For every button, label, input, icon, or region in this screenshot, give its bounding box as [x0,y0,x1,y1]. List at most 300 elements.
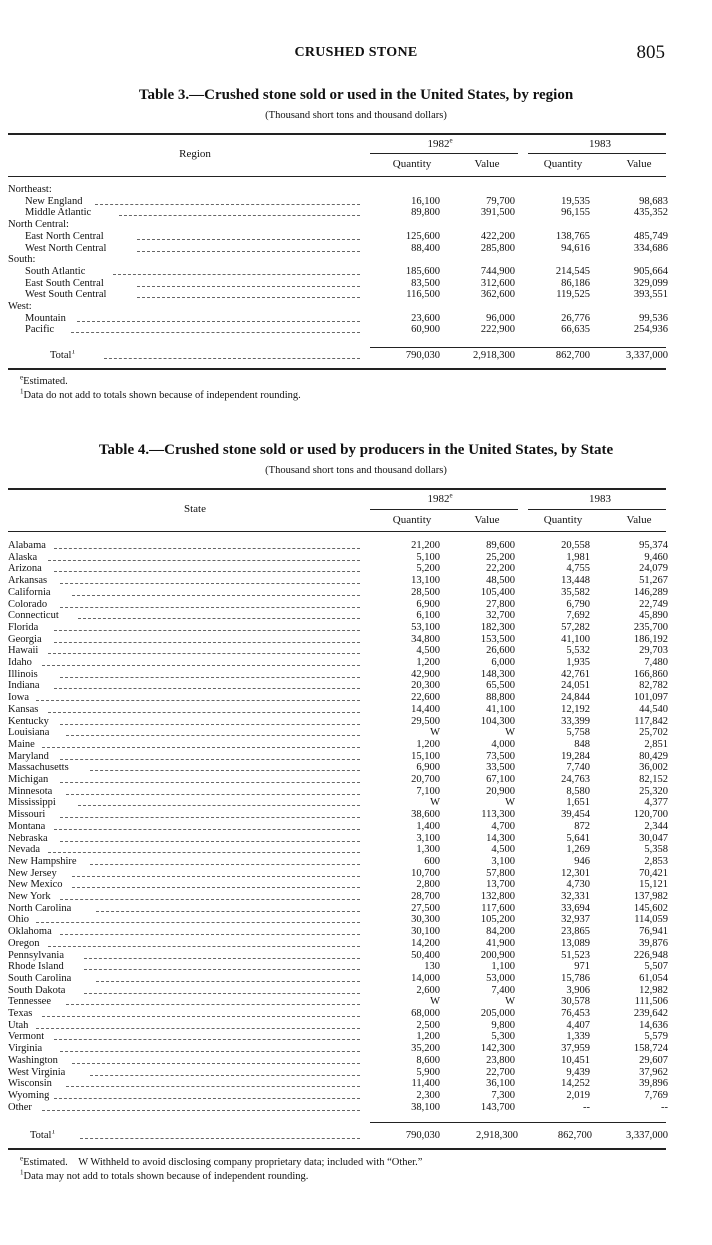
leader-dots [54,642,360,643]
leader-dots [60,607,360,608]
table3-total-rule [370,347,666,348]
table3-row [0,324,712,336]
table4-cell-value-1983: 29,607 [639,1054,668,1066]
table4-cell-value-1983: 145,602 [633,902,668,914]
table3-total-row [0,350,712,362]
table4-cell-qty-1983: 57,282 [561,621,590,633]
table4-cell-value-1982: 65,500 [486,680,515,692]
table4-cell-value-1983: 111,506 [634,996,668,1008]
table4-cell-value-1982: 41,100 [486,703,515,715]
table4-row-label: Indiana [8,680,40,692]
table3-row-label: West North Central [25,242,107,254]
table4-row [0,657,712,669]
leader-dots [66,794,360,795]
page-number: 805 [636,42,665,63]
table4-cell-value-1982: 57,800 [486,867,515,879]
table4-year2-rule [528,509,666,510]
table3-cell-value-1983: 254,936 [633,324,668,336]
table4-cell-value-1983: 45,890 [639,610,668,622]
table4-footnote-estimated: $^e$Estimated. W Withheld to avoid disclosing company proprietary data; included with “Other.” [20,1154,423,1168]
table4-year2-header: 1983 [589,493,611,505]
table3-cell-value-1983: 334,686 [633,242,668,254]
table4-cell-qty-1982: 38,100 [411,1101,440,1113]
table4-total-value-1983: 3,337,000 [626,1130,668,1141]
table4-row [0,973,712,985]
table3-cell-qty-1983: 138,765 [555,230,590,242]
leader-dots [60,724,360,725]
table4-row-label: Missouri [8,809,46,821]
table4-row [0,891,712,903]
table4-row [0,938,712,950]
table4-cell-value-1982: W [505,727,515,739]
leader-dots [72,1063,360,1064]
table3-row-label: Middle Atlantic [25,207,92,219]
table3-row [0,231,712,243]
table4-cell-value-1983: 166,860 [633,668,668,680]
table4-row [0,716,712,728]
table4-cell-value-1982: 9,800 [491,1019,515,1031]
table4-cell-qty-1983: 24,763 [561,774,590,785]
table4-row [0,903,712,915]
table4-cell-value-1982: 142,300 [480,1043,515,1055]
table4-row-label: Vermont [8,1031,45,1043]
table4-row [0,739,712,751]
table4-cell-value-1983: 36,002 [639,762,668,774]
table4-cell-value-1983: 29,703 [639,645,668,657]
table4-row-label: South Dakota [8,984,66,996]
table4-row [0,774,712,786]
table4-cell-value-1983: 101,097 [633,692,668,704]
table4-title: Table 4.—Crushed stone sold or used by producers in the United States, by State [98,442,614,458]
leader-dots [60,899,360,900]
table4-row-label: Maryland [8,750,49,762]
table4-row-label: Connecticut [8,610,59,622]
table4-cell-qty-1983: 1,935 [566,657,590,668]
table3-value-header-1982: Value [474,158,500,170]
table4-cell-qty-1983: 42,761 [561,668,590,680]
table4-row-label: Alabama [8,540,46,551]
table4-cell-value-1983: 9,460 [644,551,668,563]
leader-dots [66,1086,360,1087]
leader-dots [96,911,360,912]
table4-cell-qty-1983: 6,790 [566,598,590,610]
table4-row-label: South Carolina [8,972,72,984]
table3-cell-qty-1983: 96,155 [561,207,590,219]
table4-row-label: New York [8,891,51,902]
table4-cell-qty-1983: 35,582 [561,586,590,598]
table4-row-label: Kentucky [8,715,49,727]
table4-total-label: Total$^1$ [30,1130,55,1141]
table4-cell-qty-1982: 38,600 [411,809,440,821]
table4-cell-qty-1982: 5,200 [416,563,440,575]
table3-cell-qty-1982: 60,900 [411,324,440,336]
table4-row-label: Michigan [8,774,49,785]
table4-cell-qty-1982: 20,300 [411,680,440,692]
table4-row [0,645,712,657]
table4-cell-qty-1982: 21,200 [411,540,440,551]
table3-qty-header-1983: Quantity [543,158,583,170]
table3-total-value-1983: 3,337,000 [626,350,668,361]
table4-cell-value-1982: 89,600 [486,540,515,551]
table4-cell-qty-1982: 6,100 [416,610,440,622]
table4-row [0,540,712,552]
table4-row [0,914,712,926]
table4-row-label: Arkansas [8,575,48,587]
leader-dots [72,876,360,877]
table3-cell-qty-1982: 23,600 [411,312,440,324]
running-title: CRUSHED STONE [294,45,418,60]
table4-cell-qty-1983: 5,532 [566,645,590,657]
table3-top-rule [8,133,666,135]
table4-row-label: Oklahoma [8,926,52,938]
table4-cell-value-1982: 3,100 [491,855,515,867]
table4-cell-value-1982: 1,100 [491,961,515,973]
leader-dots [60,934,360,935]
table4-cell-qty-1982: 53,100 [411,621,440,633]
table4-cell-qty-1983: 41,100 [561,633,590,645]
table4-footnote-withheld: W Withheld to avoid disclosing company proprietary data; included with “Other.” [78,1157,423,1168]
table4-cell-qty-1982: 1,300 [416,844,440,856]
table4-top-rule [8,488,666,490]
table4-cell-value-1983: 158,724 [633,1043,668,1055]
table3-row [0,184,712,196]
table4-cell-qty-1983: 4,730 [566,879,590,891]
table4-cell-qty-1982: 30,300 [411,914,440,926]
table4-row [0,926,712,938]
table4-cell-value-1982: 73,500 [486,750,515,762]
table4-cell-value-1983: 14,636 [639,1019,668,1031]
table4-cell-qty-1983: 37,959 [561,1043,590,1055]
leader-dots [95,204,360,205]
leader-dots [78,618,360,619]
table3-cell-value-1983: 98,683 [639,195,668,207]
leader-dots [84,958,360,959]
table4-cell-value-1982: 36,100 [486,1078,515,1090]
table4-cell-value-1983: 239,642 [633,1008,668,1019]
table4-cell-value-1983: 117,842 [634,715,668,727]
table4-cell-value-1982: 33,500 [486,762,515,774]
table4-cell-value-1983: 24,079 [639,563,668,575]
table4-cell-qty-1982: 3,100 [416,832,440,844]
table3-subtitle: (Thousand short tons and thousand dollars) [265,110,447,121]
table4-cell-qty-1982: 1,200 [416,657,440,668]
leader-dots [36,700,360,701]
table4-total-row [0,1130,712,1142]
table4-cell-value-1982: 88,800 [486,692,515,704]
table3-total-label: Total$^1$ [50,350,75,361]
table4-cell-qty-1982: 68,000 [411,1008,440,1019]
table4-cell-value-1983: 7,769 [644,1089,668,1101]
table4-row [0,680,712,692]
table4-cell-qty-1982: W [430,727,440,739]
table4-cell-value-1983: 226,948 [633,949,668,961]
table4-row-label: Louisiana [8,727,50,739]
leader-dots [54,1039,360,1040]
table4-cell-value-1983: 61,054 [639,972,668,984]
table4-total-value-1982: 2,918,300 [476,1130,518,1141]
table3-cell-qty-1982: 116,500 [406,289,440,301]
table4-row-label: Pennsylvania [8,949,64,961]
table4-cell-qty-1983: 24,844 [561,692,590,704]
table4-row-label: Nevada [8,844,41,856]
table4-cell-qty-1983: 32,937 [561,914,590,926]
table3-footnote-estimated: $^e$Estimated. [20,373,68,387]
table3-total-qty-1982: 790,030 [405,350,440,361]
table4-cell-value-1983: 146,289 [633,586,668,598]
table3-title: Table 3.—Crushed stone sold or used in the United States, by region [138,87,574,103]
table4-year1-rule [370,509,518,510]
leader-dots [48,653,360,654]
table4-cell-value-1983: 39,876 [639,937,668,949]
table4-cell-value-1982: W [505,996,515,1008]
table4-cell-value-1982: 105,200 [480,914,515,926]
table4-cell-qty-1982: 10,700 [411,867,440,879]
table3-cell-value-1982: 312,600 [480,277,515,289]
table3-row [0,313,712,325]
leader-dots [48,712,360,713]
leader-dots [42,1016,360,1017]
table3-row-label: South: [8,254,36,266]
table4-cell-qty-1983: 12,192 [561,703,590,715]
table4-cell-qty-1983: 4,755 [566,563,590,575]
leader-dots [54,829,360,830]
table4-cell-value-1982: 32,700 [486,610,515,622]
table4-cell-value-1982: 4,700 [491,820,515,832]
table4-row [0,961,712,973]
table4-row [0,1055,712,1067]
table4-cell-qty-1983: 2,019 [566,1089,590,1101]
table4-cell-qty-1983: 10,451 [561,1054,590,1066]
table3-cell-qty-1982: 125,600 [405,230,440,242]
table4-row-label: Tennessee [8,996,51,1008]
leader-dots [60,841,360,842]
table4-cell-qty-1983: 33,694 [561,902,590,914]
table4-cell-value-1982: 7,300 [491,1089,515,1101]
table4-cell-value-1982: 5,300 [491,1031,515,1043]
leader-dots [78,805,360,806]
table3-row-label: East South Central [25,277,104,289]
table4-row [0,563,712,575]
table4-cell-value-1982: 182,300 [480,621,515,633]
table4-row-label: Idaho [8,657,32,668]
table4-cell-qty-1983: 12,301 [561,867,590,879]
table4-cell-qty-1983: 15,786 [561,972,590,984]
table4-cell-qty-1982: 2,500 [416,1019,440,1031]
table4-row [0,821,712,833]
table4-qty-header-1982: Quantity [392,514,432,526]
table3-row-label: New England [25,195,83,207]
table4-cell-qty-1982: 2,800 [416,879,440,891]
table3-cell-value-1982: 744,900 [480,265,515,277]
table4-cell-value-1982: 27,800 [486,598,515,610]
table4-cell-value-1983: 7,480 [644,657,668,668]
table4-row [0,1020,712,1032]
table4-cell-value-1982: 113,300 [481,809,515,821]
table4-cell-value-1983: 120,700 [633,809,668,821]
table3-row [0,301,712,313]
table4-row-label: Minnesota [8,785,53,797]
table4-cell-value-1983: 4,377 [644,797,668,809]
table4-cell-value-1982: 22,700 [486,1066,515,1078]
leader-dots [84,969,360,970]
table4-cell-qty-1982: 130 [424,961,440,973]
table4-row-label: Kansas [8,703,39,715]
table4-total-qty-1982: 790,030 [405,1130,440,1141]
table4-cell-value-1983: 30,047 [639,832,668,844]
table3-row-label: West: [8,301,32,312]
table4-cell-value-1983: -- [661,1101,668,1113]
table4-row [0,868,712,880]
table4-cell-value-1982: 104,300 [480,715,515,727]
leader-dots [90,1075,360,1076]
table4-cell-qty-1982: 13,100 [411,575,440,587]
table4-row [0,1067,712,1079]
table4-cell-qty-1983: 7,740 [566,762,590,774]
table4-row-label: Mississippi [8,797,56,809]
table4-value-header-1982: Value [474,514,500,526]
table4-row-label: North Carolina [8,902,72,914]
leader-dots [60,759,360,760]
table3-cell-value-1982: 362,600 [480,289,515,301]
table4-row [0,1102,712,1114]
table4-row [0,599,712,611]
leader-dots [80,1138,360,1139]
leader-dots [48,946,360,947]
table4-cell-qty-1982: 1,200 [416,738,440,750]
leader-dots [77,321,360,322]
table4-row [0,797,712,809]
table4-row [0,587,712,599]
table4-cell-value-1983: 25,702 [639,727,668,739]
table4-cell-qty-1983: 946 [574,855,590,867]
table4-cell-qty-1982: 35,200 [411,1043,440,1055]
table3-cell-value-1982: 391,500 [480,207,515,219]
table3-row-label: North Central: [8,219,69,231]
table4-cell-qty-1983: 848 [574,738,590,750]
leader-dots [60,583,360,584]
table4-cell-qty-1982: 50,400 [411,949,440,961]
leader-dots [137,251,360,252]
table4-cell-qty-1983: 13,448 [561,575,590,587]
table3-cell-value-1983: 393,551 [633,289,668,301]
table4-cell-qty-1983: 4,407 [566,1019,590,1031]
table4-cell-qty-1982: 5,100 [416,551,440,563]
table4-row-label: New Hampshire [8,855,77,867]
table3-row-label: East North Central [25,230,104,242]
table3-cell-qty-1983: 214,545 [555,265,590,277]
table3-year1-header: 1982e [427,136,453,150]
table4-row [0,610,712,622]
leader-dots [90,770,360,771]
leader-dots [66,735,360,736]
table4-row-label: Washington [8,1054,58,1066]
table3-cell-value-1982: 79,700 [486,195,515,207]
table3-row [0,207,712,219]
table4-cell-qty-1983: 32,331 [561,891,590,902]
table4-cell-value-1983: 235,700 [633,621,668,633]
table4-row-label: Nebraska [8,832,48,844]
table4-cell-qty-1982: W [430,996,440,1008]
leader-dots [137,297,360,298]
table4-value-header-1983: Value [626,514,652,526]
leader-dots [42,665,360,666]
table4-cell-value-1982: 143,700 [480,1101,515,1113]
table4-cell-qty-1982: 20,700 [411,774,440,785]
table4-row-label: Massachusetts [8,762,69,774]
table4-cell-value-1983: 39,896 [639,1078,668,1090]
table4-cell-qty-1983: 1,339 [566,1031,590,1043]
table4-cell-value-1983: 2,853 [644,855,668,867]
table4-cell-value-1982: 84,200 [486,926,515,938]
table4-cell-qty-1983: 39,454 [561,809,590,821]
table4-total-qty-1983: 862,700 [557,1130,592,1141]
leader-dots [71,332,360,333]
table4-cell-qty-1983: 76,453 [561,1008,590,1019]
table4-row [0,622,712,634]
table4-cell-qty-1982: 34,800 [411,633,440,645]
table4-cell-qty-1983: 3,906 [566,984,590,996]
leader-dots [60,677,360,678]
leader-dots [119,215,360,216]
table4-cell-qty-1982: 14,400 [411,703,440,715]
table4-cell-qty-1982: 5,900 [416,1066,440,1078]
table3-cell-qty-1983: 26,776 [561,312,590,324]
table3-cell-qty-1982: 83,500 [411,277,440,289]
leader-dots [42,747,360,748]
table3-cell-qty-1982: 89,800 [411,207,440,219]
table4-col-label: State [184,503,206,515]
table4-row [0,879,712,891]
table4-cell-value-1982: 67,100 [486,774,515,785]
table4-cell-qty-1983: 20,558 [561,540,590,551]
table4-cell-qty-1982: 600 [424,855,440,867]
table4-header-rule [8,531,666,532]
table3-row [0,289,712,301]
table4-cell-value-1982: 22,200 [486,563,515,575]
leader-dots [48,852,360,853]
table4-cell-qty-1982: 6,900 [416,598,440,610]
table4-cell-value-1983: 186,192 [633,633,668,645]
table4-row [0,950,712,962]
table3-cell-value-1983: 435,352 [633,207,668,219]
table4-row [0,1078,712,1090]
table4-row-label: Utah [8,1019,29,1031]
table3-year1-rule [370,153,518,154]
table3-row-label: Pacific [25,324,55,336]
table3-col-label: Region [179,148,211,160]
table4-row-label: Colorado [8,598,48,610]
table4-row-label: Hawaii [8,645,39,657]
table4-cell-value-1982: 4,500 [491,844,515,856]
table4-row-label: Texas [8,1008,33,1019]
table4-row [0,1031,712,1043]
table4-cell-qty-1982: 22,600 [411,692,440,704]
table4-row-label: Rhode Island [8,961,64,973]
table4-cell-qty-1983: 14,252 [561,1078,590,1090]
table3-total-qty-1983: 862,700 [555,350,590,361]
leader-dots [54,1098,360,1099]
table4-cell-qty-1982: 28,700 [411,891,440,902]
table4-row [0,844,712,856]
table4-cell-qty-1982: 42,900 [411,668,440,680]
table3-cell-value-1983: 99,536 [639,312,668,324]
table4-cell-qty-1982: 2,600 [416,984,440,996]
table4-cell-value-1983: 70,421 [639,867,668,879]
table4-cell-value-1982: 117,600 [481,902,515,914]
table4-cell-value-1982: 200,900 [480,949,515,961]
table4-row [0,996,712,1008]
table4-cell-qty-1982: 14,000 [411,972,440,984]
